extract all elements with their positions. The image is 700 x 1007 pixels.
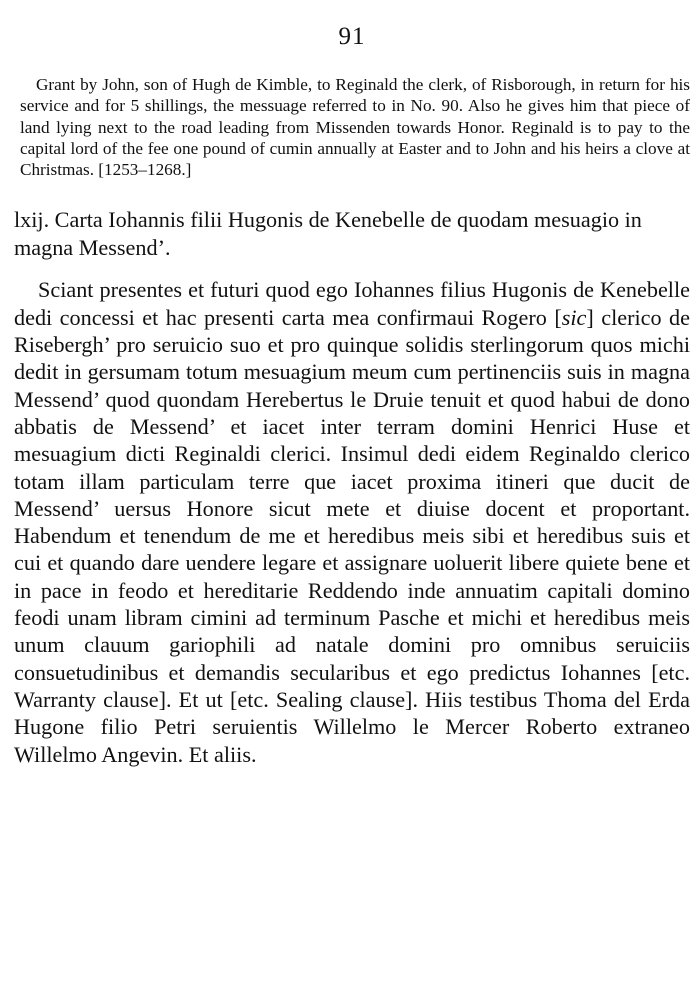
page-number: 91 (338, 23, 366, 50)
english-summary-text: Grant by John, son of Hugh de Kimble, to Reginald the clerk, of Risborough, in return for his service and for 5 shillings, the messuage referred to in No. 90. Also he gives him that piece of land lying next to the road leading from Missenden towards Honor. Reginald is to pay to the capital lord of the fee one pound of cumin annually at Easter and to John and his heirs a clove at Christmas. [1253–1268.] (20, 75, 690, 180)
document-page (14, 22, 690, 768)
charter-heading: lxij. Carta Iohannis filii Hugonis de Kenebelle de quodam mesuagio in magna Messend’. (14, 207, 642, 261)
sic-annotation: sic (561, 304, 587, 330)
english-summary (14, 74, 690, 180)
charter-text-part-1: Sciant presentes et futuri quod ego Iohannes filius Hugonis de Kenebelle dedi concessi et hac presenti carta mea confirmaui Rogero [ (14, 277, 690, 330)
charter-text (14, 276, 690, 767)
charter-text-part-2: ] clerico de Risebergh’ pro seruicio suo et pro quinque solidis sterlingorum quos michi dedit in gersumam totum mesuagium meum cum pertinenciis suis in magna Messend’ quod quondam Herebertus le Druie tenuit et quod habui de dono abbatis de Messend’ et iacet inter terram domini Henrici Huse et mesuagium dicti Reginaldi clerici. Insimul dedi eidem Reginaldo clerico totam illam particulam terre que iacet proxima itineri que ducit de Messend’ uersus Honore sicut mete et diuise docent et proportant. Habendum et tenendum de me et heredibus meis sibi et heredibus suis et cui et quando dare uendere legare et assignare uoluerit libere quiete bene et in pace in feodo et hereditarie Reddendo inde annuatim capitali domino feodi unam libram cimini ad terminum Pasche et michi et heredibus meis unum clauum gariophili ad natale domini pro omnibus seruiciis consuetudinibus et demandis secularibus et ego predictus Iohannes [etc. Warranty clause]. Et ut [etc. Sealing clause]. Hiis testibus Thoma del Erda Hugone filio Petri seruientis Willelmo le Mercer Roberto extraneo Willelmo Angevin. Et aliis. (14, 304, 690, 767)
